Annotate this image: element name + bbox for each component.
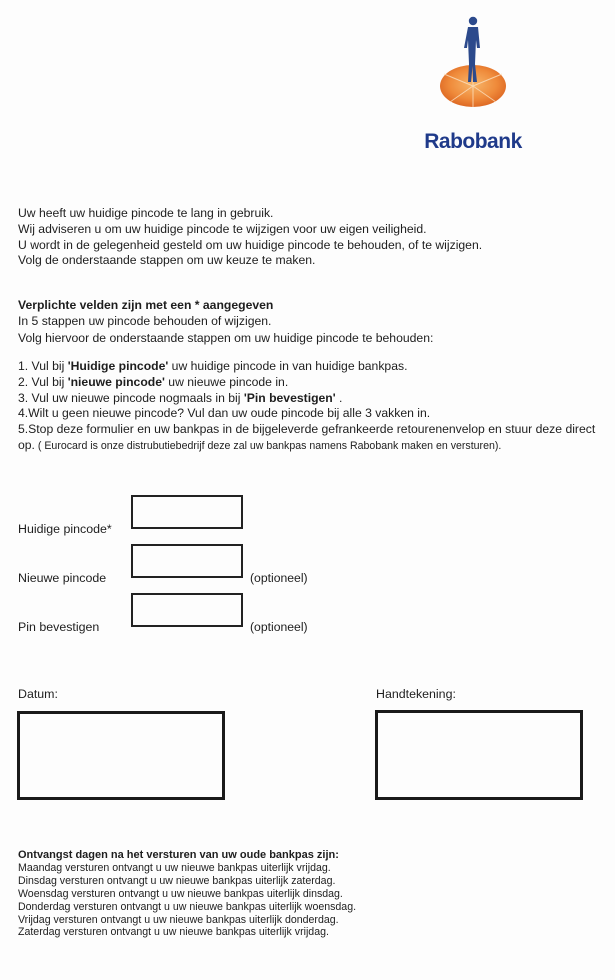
required-line: Volg hiervoor de onderstaande stappen om uw huidige pincode te behouden: [18,330,434,345]
signature-field[interactable] [375,710,583,800]
step-5-note: ( Eurocard is onze distrubutiebedrijf deze zal uw bankpas namens Rabobank maken en versturen). [34,439,502,452]
date-field[interactable] [17,711,225,800]
confirm-pin-label: Pin bevestigen [18,620,100,634]
delivery-heading: Ontvangst dagen na het versturen van uw oude bankpas zijn: [18,849,339,861]
brand-name: Rabobank [424,130,522,153]
step-1: 1. Vul bij 'Huidige pincode' uw huidige pincode in van huidige bankpas. [18,359,408,373]
steps-list [18,359,608,454]
date-label: Datum: [18,687,58,701]
delivery-line: Vrijdag versturen ontvangt u uw nieuwe bankpas uiterlijk donderdag. [18,913,339,926]
rabobank-emblem-icon [428,12,518,122]
delivery-line: Donderdag versturen ontvangt u uw nieuwe bankpas uiterlijk woensdag. [18,900,357,913]
step-5: 5.Stop deze formulier en uw bankpas in de bijgeleverde gefrankeerde retourenenvelop en stuur deze direct op. ( Eurocard is onze distrubutiebedrijf deze zal uw bankpas namens Rabobank maken en versturen). [18,422,596,452]
signature-label: Handtekening: [376,687,456,701]
intro-line: Volg de onderstaande stappen om uw keuze te maken. [18,253,316,268]
step-2: 2. Vul bij 'nieuwe pincode' uw nieuwe pincode in. [18,374,289,389]
new-pin-field[interactable] [131,544,243,578]
current-pin-label: Huidige pincode* [18,522,112,536]
intro-text [18,206,482,269]
delivery-line: Maandag versturen ontvangt u uw nieuwe bankpas uiterlijk vrijdag. [18,861,331,874]
intro-line: U wordt in de gelegenheid gesteld om uw huidige pincode te behouden, of te wijzigen. [18,237,483,252]
required-line: In 5 stappen uw pincode behouden of wijzigen. [18,313,272,328]
delivery-line: Dinsdag versturen ontvangt u uw nieuwe bankpas uiterlijk zaterdag. [18,874,336,887]
required-heading: Verplichte velden zijn met een * aangegeven [18,298,274,312]
current-pin-field[interactable] [131,495,243,529]
intro-line: Uw heeft uw huidige pincode te lang in gebruik. [18,206,274,220]
new-pin-label: Nieuwe pincode [18,571,107,585]
new-pin-optional: (optioneel) [250,571,308,585]
delivery-section [18,849,356,939]
confirm-pin-optional: (optioneel) [250,620,308,634]
delivery-line: Zaterdag versturen ontvangt u uw nieuwe bankpas uiterlijk vrijdag. [18,926,329,939]
required-section [18,298,433,346]
delivery-line: Woensdag versturen ontvangt u uw nieuwe bankpas uiterlijk dinsdag. [18,887,343,900]
step-3: 3. Vul uw nieuwe pincode nogmaals in bij 'Pin bevestigen' . [18,390,343,405]
confirm-pin-field[interactable] [131,593,243,627]
intro-line: Wij adviseren u om uw huidige pincode te wijzigen voor uw eigen veiligheid. [18,221,427,236]
rabobank-logo [418,12,528,153]
step-4: 4.Wilt u geen nieuwe pincode? Vul dan uw oude pincode bij alle 3 vakken in. [18,406,431,421]
